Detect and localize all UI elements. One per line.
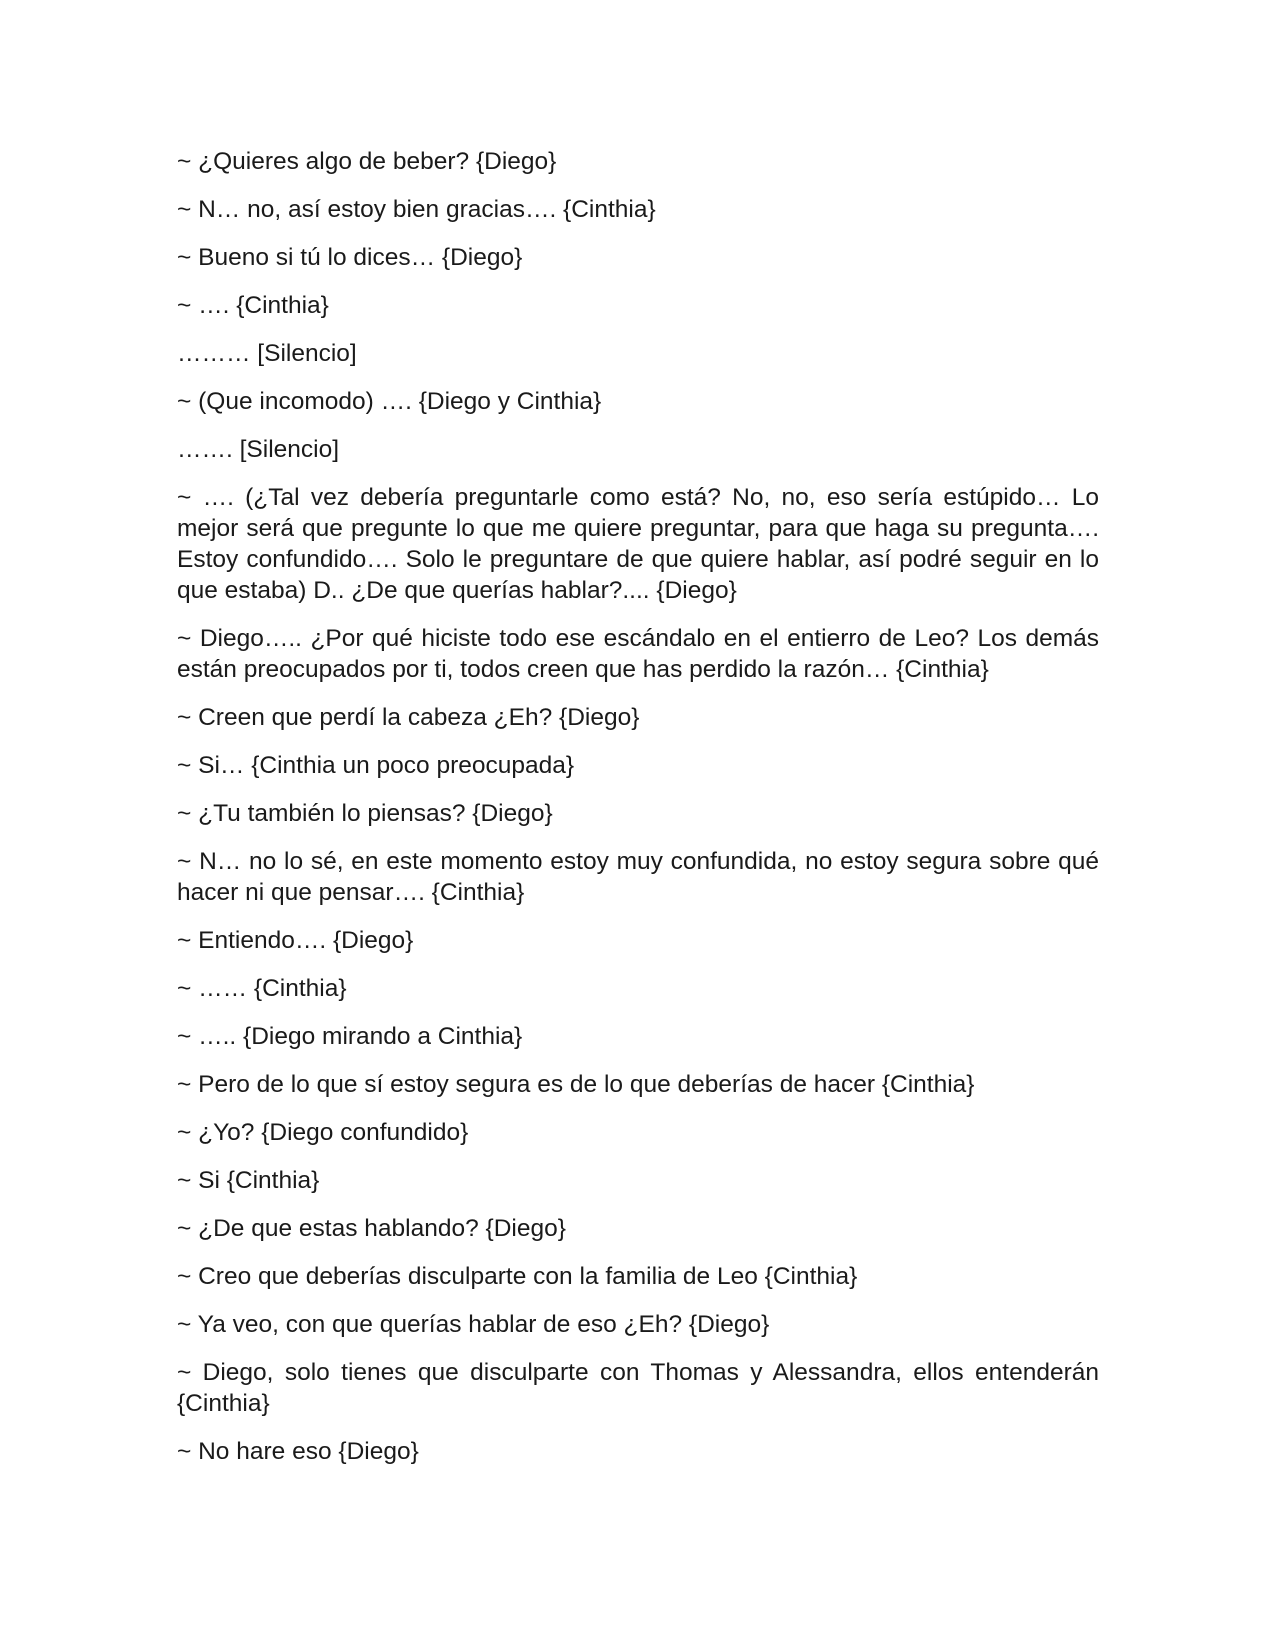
document-body <box>177 146 1099 1484</box>
dialogue-line: ~ Ya veo, con que querías hablar de eso ¿Eh? {Diego} <box>177 1311 770 1338</box>
dialogue-line: ~ …… {Cinthia} <box>177 975 347 1002</box>
dialogue-line: ~ Bueno si tú lo dices… {Diego} <box>177 244 523 271</box>
dialogue-line: ~ ….. {Diego mirando a Cinthia} <box>177 1023 523 1050</box>
dialogue-line: ~ Creen que perdí la cabeza ¿Eh? {Diego} <box>177 704 640 731</box>
dialogue-paragraph: ~ Diego, solo tienes que disculparte con Thomas y Alessandra, ellos entenderán {Cinthia} <box>177 1359 1099 1417</box>
dialogue-line: ~ Si {Cinthia} <box>177 1167 320 1194</box>
dialogue-line: ~ Si… {Cinthia un poco preocupada} <box>177 752 575 779</box>
dialogue-line: ~ Entiendo…. {Diego} <box>177 927 414 954</box>
dialogue-line: ~ (Que incomodo) …. {Diego y Cinthia} <box>177 388 602 415</box>
dialogue-line: ~ N… no, así estoy bien gracias…. {Cinthia} <box>177 196 656 223</box>
dialogue-line: ~ No hare eso {Diego} <box>177 1438 419 1465</box>
dialogue-paragraph: ~ …. (¿Tal vez debería preguntarle como está? No, no, eso sería estúpido… Lo mejor será que pregunte lo que me quiere preguntar, para que haga su pregunta…. Estoy confundido…. Solo le preguntare de que quiere hablar, así podré seguir en lo que estaba) D.. ¿De que querías hablar?.... {Diego} <box>177 484 1099 604</box>
dialogue-paragraph: ~ Diego….. ¿Por qué hiciste todo ese escándalo en el entierro de Leo? Los demás están preocupados por ti, todos creen que has perdido la razón… {Cinthia} <box>177 625 1099 683</box>
dialogue-line: ~ Creo que deberías disculparte con la familia de Leo {Cinthia} <box>177 1263 858 1290</box>
dialogue-line: ~ ¿De que estas hablando? {Diego} <box>177 1215 566 1242</box>
dialogue-line: ~ Pero de lo que sí estoy segura es de lo que deberías de hacer {Cinthia} <box>177 1071 975 1098</box>
dialogue-line: ~ ¿Tu también lo piensas? {Diego} <box>177 800 553 827</box>
dialogue-line: ~ …. {Cinthia} <box>177 292 329 319</box>
dialogue-paragraph: ~ N… no lo sé, en este momento estoy muy confundida, no estoy segura sobre qué hacer ni que pensar…. {Cinthia} <box>177 848 1099 906</box>
silence-line: ……… [Silencio] <box>177 340 357 367</box>
silence-line: ……. [Silencio] <box>177 436 340 463</box>
dialogue-line: ~ ¿Quieres algo de beber? {Diego} <box>177 148 557 175</box>
dialogue-line: ~ ¿Yo? {Diego confundido} <box>177 1119 469 1146</box>
